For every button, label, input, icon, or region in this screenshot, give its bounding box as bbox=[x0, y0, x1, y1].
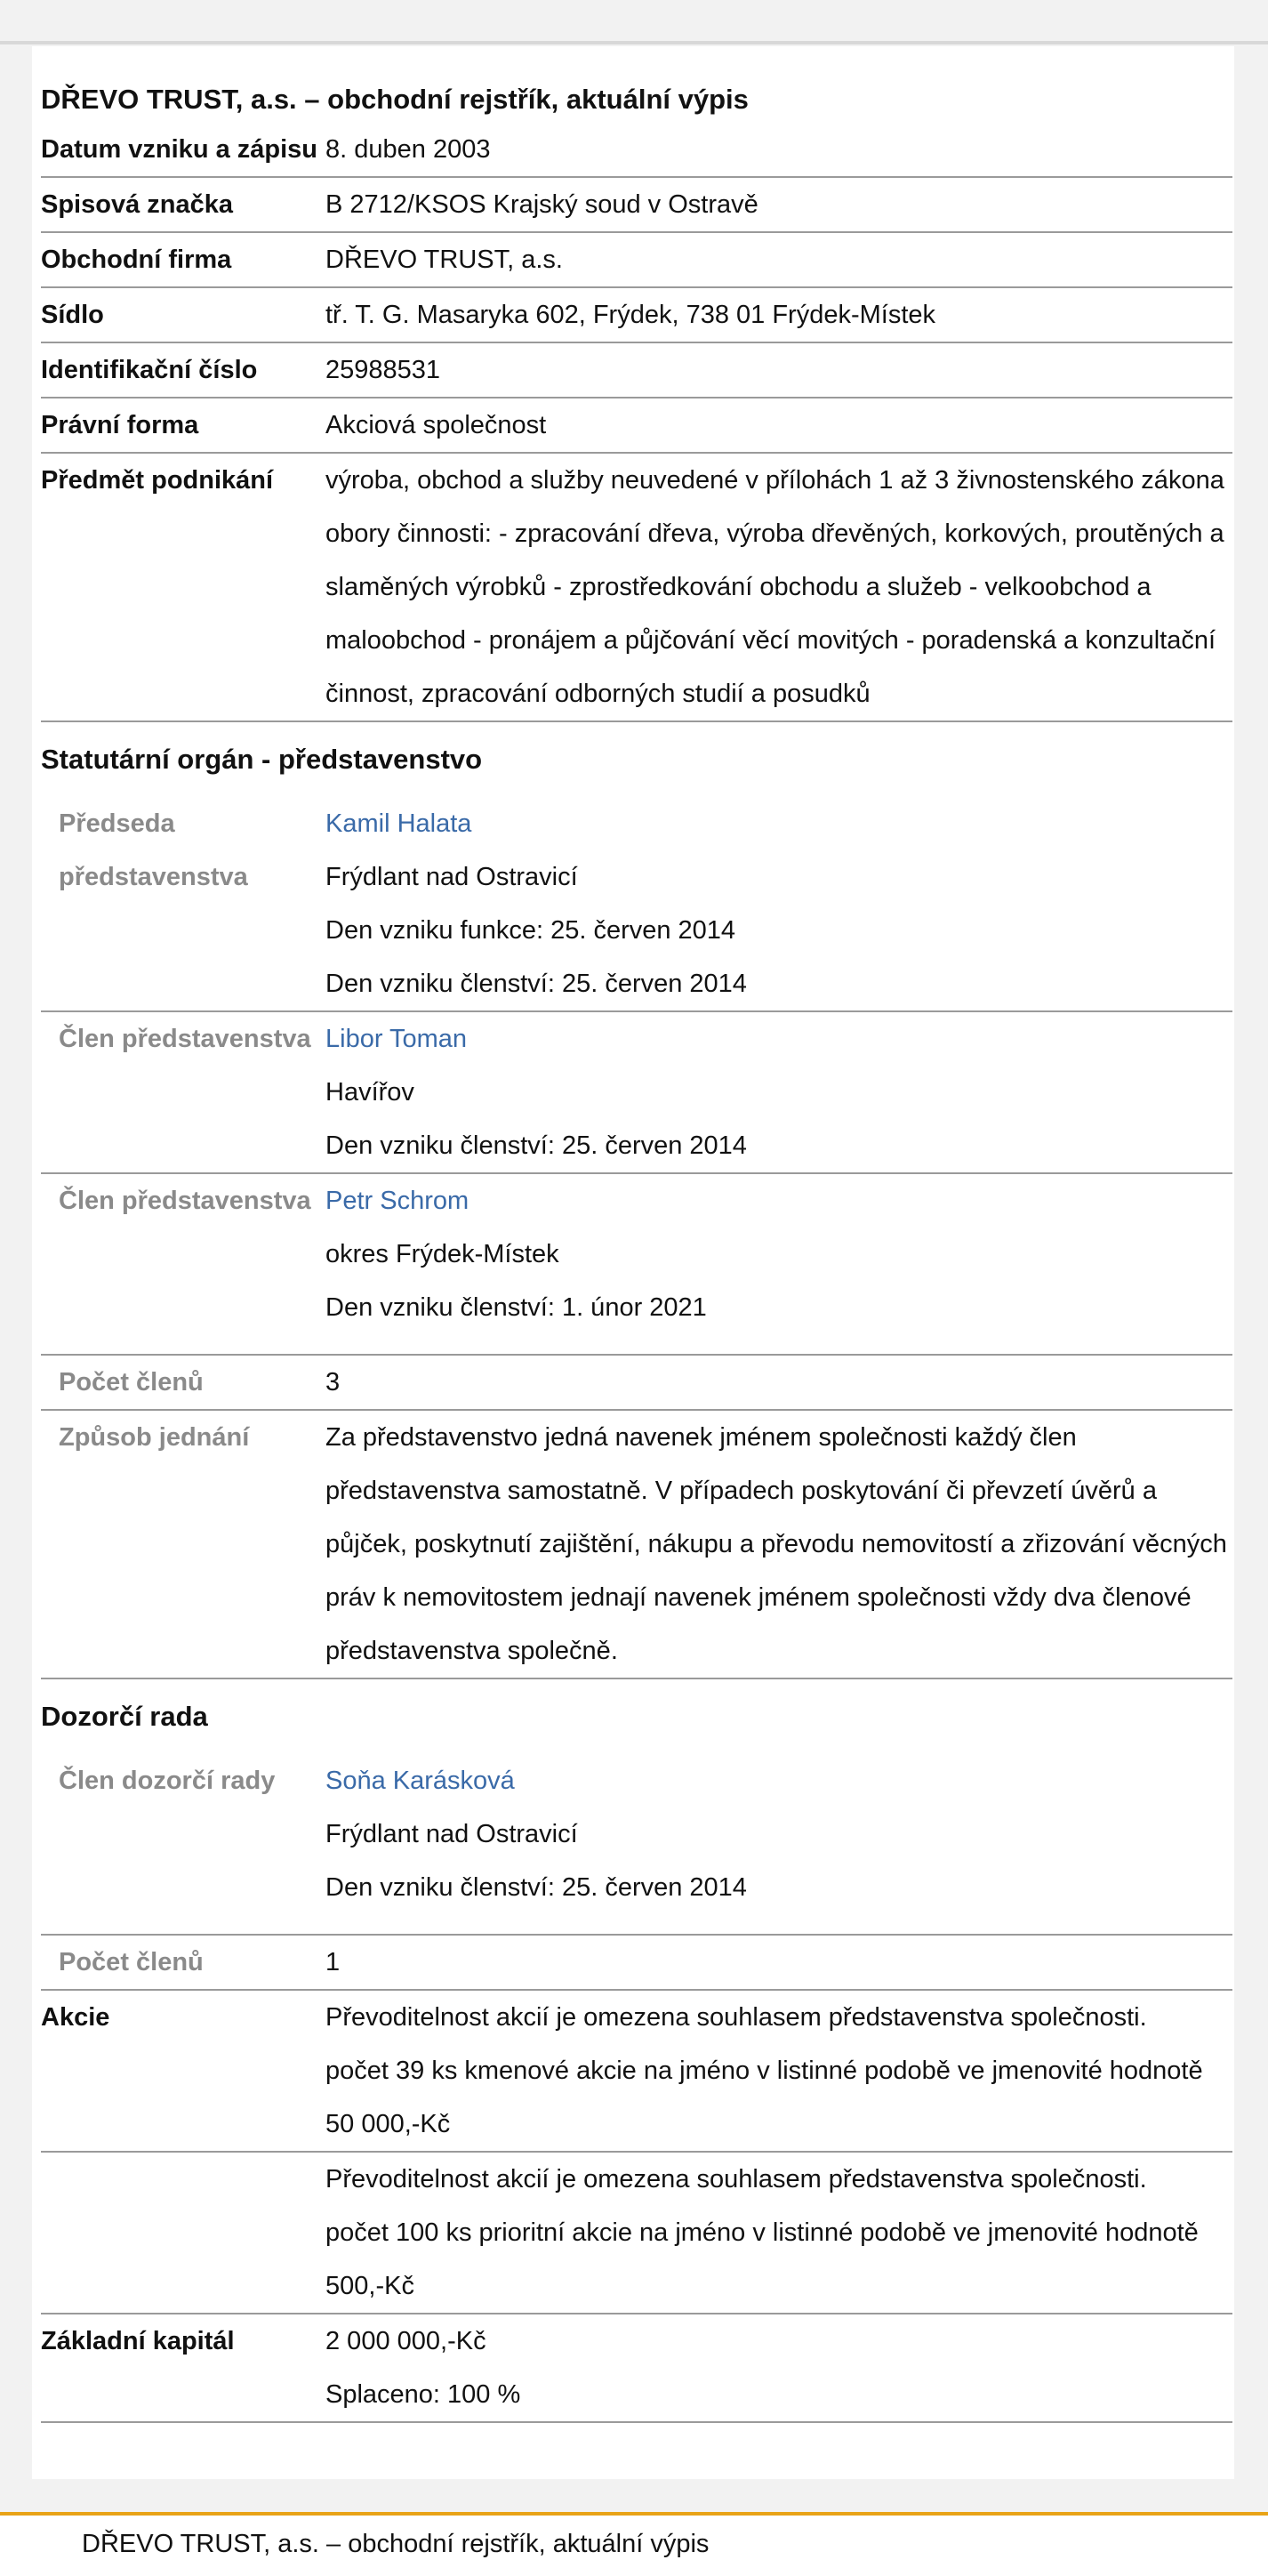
akcie-description: počet 100 ks prioritní akcie na jméno v listinné podobě ve jmenovité hodnotě 500,-Kč bbox=[325, 2218, 1199, 2300]
spacer-row bbox=[41, 1914, 1232, 1935]
firma-value: DŘEVO TRUST, a.s. bbox=[325, 232, 1232, 287]
statutarni-heading: Statutární orgán - představenstvo bbox=[41, 744, 483, 775]
member-membership-date: Den vzniku členství: 1. únor 2021 bbox=[325, 1293, 707, 1322]
ico-label: Identifikační číslo bbox=[41, 342, 325, 398]
row-predmet bbox=[41, 453, 1232, 721]
member-membership-date: Den vzniku členství: 25. červen 2014 bbox=[325, 1873, 747, 1902]
datum-label: Datum vzniku a zápisu bbox=[41, 123, 325, 177]
spisova-value: B 2712/KSOS Krajský soud v Ostravě bbox=[325, 177, 1232, 232]
row-zpusob bbox=[41, 1410, 1232, 1678]
ico-value: 25988531 bbox=[325, 342, 1232, 398]
row-akcie-1 bbox=[41, 1990, 1232, 2152]
row-spisova bbox=[41, 177, 1232, 232]
member-function-date: Den vzniku funkce: 25. červen 2014 bbox=[325, 916, 736, 945]
row-ico bbox=[41, 342, 1232, 398]
firma-label: Obchodní firma bbox=[41, 232, 325, 287]
kapital-splaceno: Splaceno: 100 % bbox=[325, 2380, 521, 2409]
kapital-value: 2 000 000,-Kč bbox=[325, 2327, 486, 2355]
member-name-link[interactable]: Petr Schrom bbox=[325, 1187, 469, 1215]
member-role: Člen představenstva bbox=[41, 1011, 325, 1173]
top-bar bbox=[0, 0, 1268, 44]
member-row bbox=[41, 797, 1232, 1011]
kapital-label: Základní kapitál bbox=[41, 2314, 325, 2422]
member-details bbox=[325, 1011, 1232, 1173]
zpusob-label: Způsob jednání bbox=[41, 1410, 325, 1678]
forma-value: Akciová společnost bbox=[325, 398, 1232, 453]
member-role: Předseda představenstva bbox=[41, 797, 325, 1011]
statutarni-pocet-label: Počet členů bbox=[41, 1355, 325, 1410]
forma-label: Právní forma bbox=[41, 398, 325, 453]
company-basic-table bbox=[41, 123, 1232, 2423]
akcie-label: Akcie bbox=[41, 1990, 325, 2152]
akcie-description: počet 39 ks kmenové akcie na jméno v listinné podobě ve jmenovité hodnotě 50 000,-Kč bbox=[325, 2057, 1203, 2138]
spacer bbox=[41, 1334, 1232, 1355]
member-place: okres Frýdek-Místek bbox=[325, 1240, 559, 1268]
statutarni-pocet-value: 3 bbox=[325, 1355, 1232, 1410]
akcie-restriction: Převoditelnost akcií je omezena souhlasem představenstva společnosti. bbox=[325, 2003, 1147, 2032]
akcie-restriction: Převoditelnost akcií je omezena souhlasem představenstva společnosti. bbox=[325, 2165, 1147, 2194]
row-akcie-2 bbox=[41, 2152, 1232, 2314]
member-place: Frýdlant nad Ostravicí bbox=[325, 1820, 578, 1848]
predmet-value: výroba, obchod a služby neuvedené v přílohách 1 až 3 živnostenského zákona obory činnosti: - zpracování dřeva, výroba dřevěných, korkových, proutěných a slaměných výrobků - zprostředkování obchodu a služeb - velkoobchod a maloobchod - pronájem a půjčování věcí movitých - poradenská a konzultační činnost, zpracování odborných studií a posudků bbox=[325, 453, 1232, 721]
member-membership-date: Den vzniku členství: 25. červen 2014 bbox=[325, 970, 747, 998]
akcie-item bbox=[325, 1990, 1232, 2152]
member-place: Frýdlant nad Ostravicí bbox=[325, 863, 578, 891]
akcie-empty-label bbox=[41, 2152, 325, 2314]
row-datum bbox=[41, 123, 1232, 177]
row-dozorci-pocet bbox=[41, 1935, 1232, 1990]
footer-bar bbox=[0, 2512, 1268, 2576]
member-role: Člen představenstva bbox=[59, 1187, 311, 1215]
member-row bbox=[41, 1754, 1232, 1914]
kapital-details bbox=[325, 2314, 1232, 2422]
member-place: Havířov bbox=[325, 1078, 414, 1107]
member-name-link[interactable]: Libor Toman bbox=[325, 1025, 468, 1053]
row-kapital bbox=[41, 2314, 1232, 2422]
dozorci-heading-row bbox=[41, 1678, 1232, 1754]
sidlo-value: tř. T. G. Masaryka 602, Frýdek, 738 01 Frýdek-Místek bbox=[325, 287, 1232, 342]
member-details bbox=[325, 797, 1232, 1011]
spacer bbox=[41, 1914, 1232, 1935]
member-row bbox=[41, 1173, 1232, 1334]
page-title: DŘEVO TRUST, a.s. – obchodní rejstřík, aktuální výpis bbox=[41, 84, 749, 115]
dozorci-pocet-value: 1 bbox=[325, 1935, 1232, 1990]
row-statutarni-pocet bbox=[41, 1355, 1232, 1410]
member-details bbox=[325, 1173, 1232, 1334]
zpusob-value: Za představenstvo jedná navenek jménem společnosti každý člen představenstva samostatně. V případech poskytování či převzetí úvěrů a půjček, poskytnutí zajištění, nákupu a převodu nemovitostí a zřizování věcných práv k nemovitostem jednají navenek jménem společnosti vždy dva členové představenstva společně. bbox=[325, 1410, 1232, 1678]
sidlo-label: Sídlo bbox=[41, 287, 325, 342]
akcie-item bbox=[325, 2152, 1232, 2314]
datum-value: 8. duben 2003 bbox=[325, 123, 1232, 177]
dozorci-pocet-label: Počet členů bbox=[41, 1935, 325, 1990]
member-details bbox=[325, 1754, 1232, 1914]
member-name-link[interactable]: Soňa Karásková bbox=[325, 1767, 515, 1795]
spacer-row bbox=[41, 1334, 1232, 1355]
row-firma bbox=[41, 232, 1232, 287]
member-name-link[interactable]: Kamil Halata bbox=[325, 809, 472, 838]
member-membership-date: Den vzniku členství: 25. červen 2014 bbox=[325, 1131, 747, 1160]
row-sidlo bbox=[41, 287, 1232, 342]
registry-extract-panel bbox=[32, 46, 1234, 2479]
statutarni-heading-row bbox=[41, 721, 1232, 797]
footer-title: DŘEVO TRUST, a.s. – obchodní rejstřík, aktuální výpis bbox=[82, 2530, 710, 2558]
registry-content bbox=[41, 82, 1232, 2423]
spisova-label: Spisová značka bbox=[41, 177, 325, 232]
predmet-label: Předmět podnikání bbox=[41, 453, 325, 721]
row-forma bbox=[41, 398, 1232, 453]
dozorci-heading: Dozorčí rada bbox=[41, 1701, 208, 1732]
member-role: Člen dozorčí rady bbox=[59, 1767, 276, 1795]
member-row bbox=[41, 1011, 1232, 1173]
